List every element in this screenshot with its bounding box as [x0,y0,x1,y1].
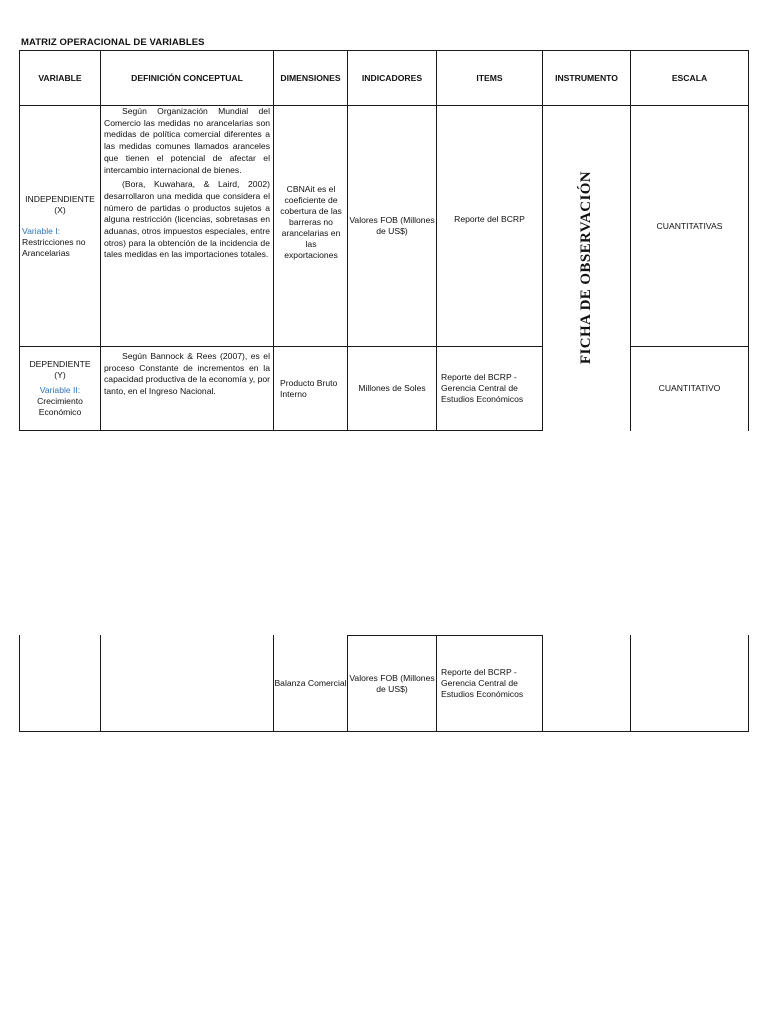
row1-variable-symbol: (X) [54,204,66,215]
row1-variable-name: Restricciones no Arancelarias [22,236,86,258]
instrument-cell [543,106,630,430]
row2-dimension: Producto Bruto Interno [280,377,338,399]
instrument-label: FICHA DE OBSERVACIÓN [578,171,594,365]
row2-item: Reporte del BCRP - Gerencia Central de Estudios Económicos [441,372,524,404]
row1-definition-p2: (Bora, Kuwahara, & Laird, 2002) desarrollaron una medida que considera el número de partidas o productos sujetos a alguna restricción (licencias, sobretasas en aduanas, otros impuestos especiales, entre otros) para la obtención de la incidencia de tales medidas en las importaciones totales. [104,179,270,260]
header-instrumento: INSTRUMENTO [555,72,618,83]
row3-dimension: Balanza Comercial [274,678,347,688]
row2-definition-cell [104,351,270,430]
row1-definition-p1: Según Organización Mundial del Comercio las medidas no arancelarias son medidas de política comercial diferentes a las medidas comunes llamados aranceles que tienen el potencial de afectar el intercambio internacional de bienes. [104,106,270,175]
header-escala: ESCALA [671,72,708,83]
row3-indicator: Valores FOB (Millones de US$) [349,672,435,694]
header-indicadores: INDICADORES [361,72,423,83]
header-items: ITEMS [476,72,503,83]
row1-variable-type: INDEPENDIENTE [25,193,95,204]
row1-variable-cell [20,106,100,346]
row2-variable-name: Crecimiento Económico [37,396,83,417]
row1-indicator: Valores FOB (Millones de US$) [349,215,435,236]
row1-scale: CUANTITATIVAS [656,220,723,231]
row2-variable-label: Variable II: [39,385,81,395]
row1-definition-cell [104,106,270,346]
row2-definition: Según Bannock & Rees (2007), es el proceso Constante de incrementos en la capacidad productiva de la economía y, por tanto, en el Ingreso Nacional. [104,351,270,397]
row1-variable-label: Variable I: [22,225,61,236]
header-definicion: DEFINICIÓN CONCEPTUAL [131,72,243,83]
row3-item: Reporte del BCRP - Gerencia Central de Estudios Económicos [441,667,524,699]
header-variable: VARIABLE [38,72,82,83]
page-title: MATRIZ OPERACIONAL DE VARIABLES [21,37,205,48]
row1-item: Reporte del BCRP [454,213,525,224]
row2-variable-cell [20,347,100,430]
row2-variable-type: DEPENDIENTE [29,359,91,369]
row2-variable-symbol: (Y) [54,370,66,380]
row2-indicator: Millones de Soles [358,383,426,393]
header-dimensiones: DIMENSIONES [280,72,341,83]
row1-dimension: CBNAit es el coeficiente de cobertura de las barreras no arancelarias en las exportaciones [280,183,342,260]
row2-scale: CUANTITATIVO [658,383,721,393]
